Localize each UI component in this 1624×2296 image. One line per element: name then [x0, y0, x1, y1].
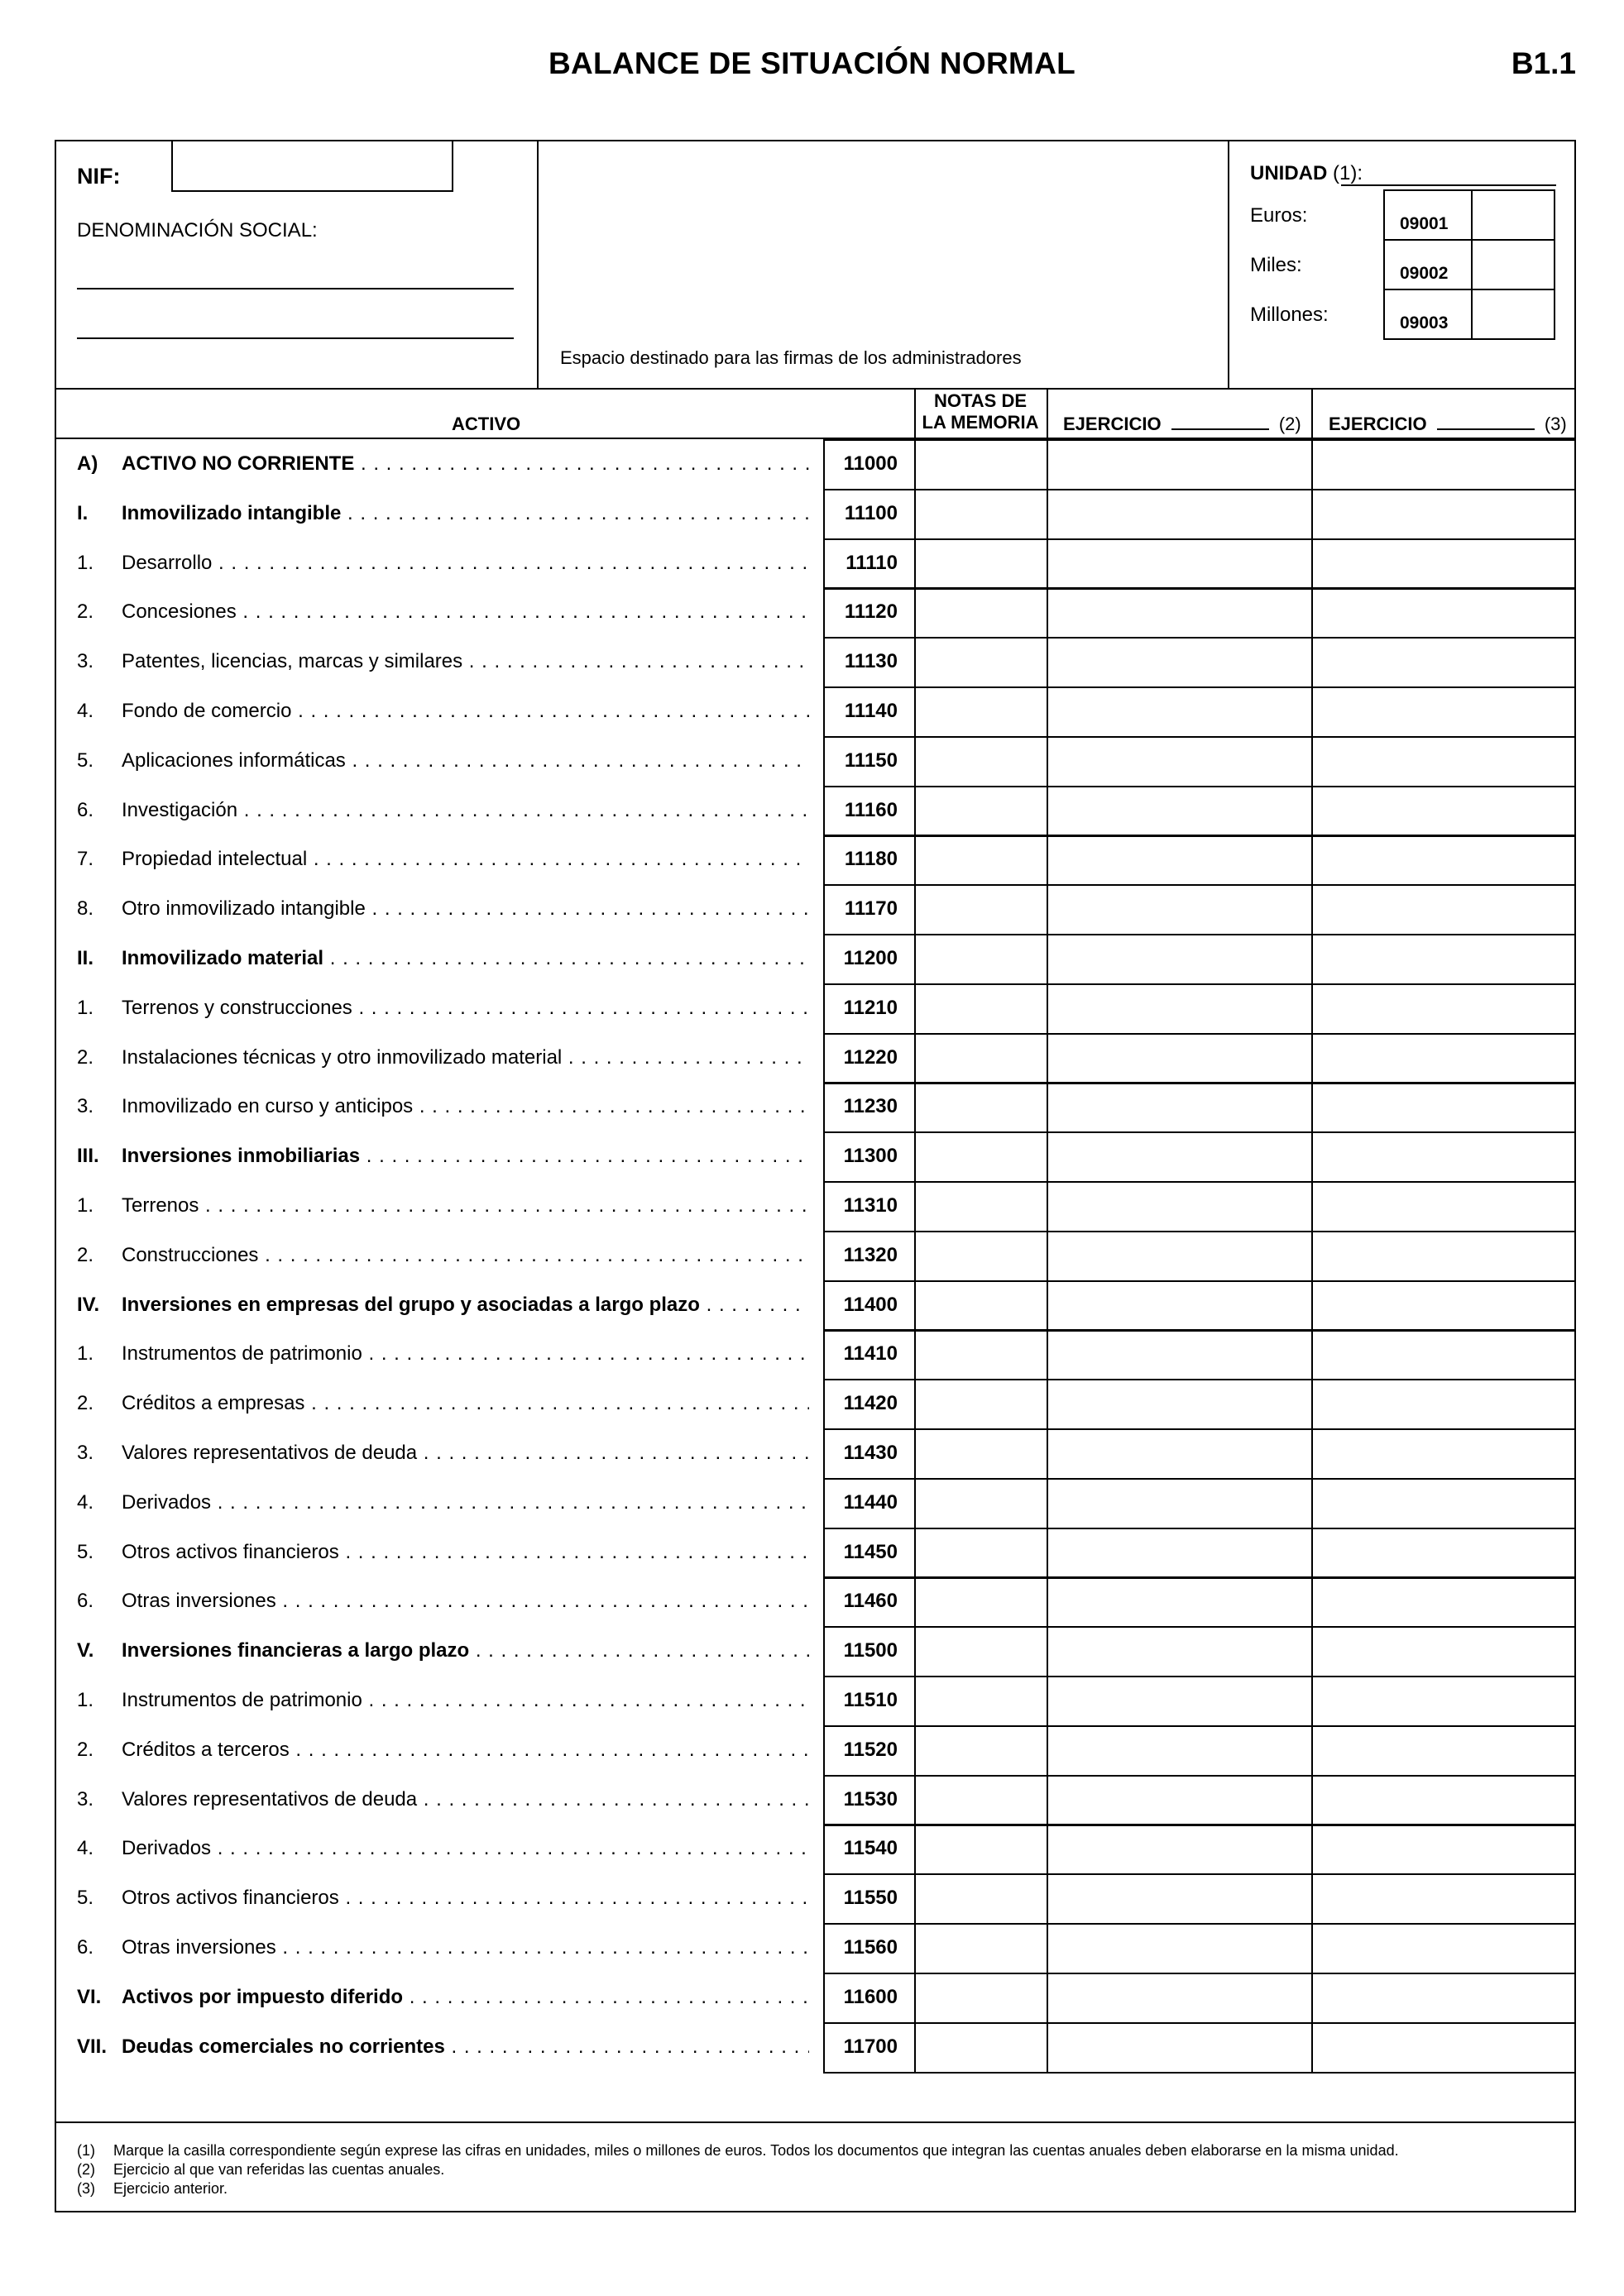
unidad-option-checkbox[interactable]	[1471, 189, 1555, 241]
row-number: 3.	[77, 1788, 94, 1810]
row-number: 1.	[77, 552, 94, 574]
footnote	[77, 2179, 1399, 2198]
unidad-option-checkbox[interactable]	[1471, 239, 1555, 290]
denominacion-label: DENOMINACIÓN SOCIAL:	[77, 219, 318, 242]
row-number: 6.	[77, 1590, 94, 1612]
row-number: 2.	[77, 1046, 94, 1069]
row-label: Construcciones . . .	[122, 1231, 809, 1280]
row-code: 11110	[823, 538, 916, 590]
table-row	[77, 1676, 809, 1725]
row-code: 11170	[823, 884, 916, 935]
footnote	[77, 2160, 1399, 2179]
unidad-option-checkbox[interactable]	[1471, 289, 1555, 340]
table-row	[77, 637, 809, 686]
row-label: Otros activos financieros . . .	[122, 1873, 809, 1923]
ejercicio-anterior-cell[interactable]	[1311, 637, 1576, 688]
unidad-option-code: 09003	[1383, 289, 1473, 340]
table-row	[77, 1181, 809, 1231]
header-divider-left	[537, 140, 539, 389]
ejercicio-anterior-cell[interactable]	[1311, 1873, 1576, 1925]
row-number: 2.	[77, 1739, 94, 1761]
row-label: Investigación . . .	[122, 786, 809, 835]
footnotes	[77, 2141, 1399, 2198]
ejercicio-anterior-cell[interactable]	[1311, 1478, 1576, 1529]
notas-memoria-cell[interactable]	[914, 884, 1048, 935]
ejercicio-actual-cell[interactable]	[1047, 1528, 1313, 1579]
ejercicio-anterior-cell[interactable]	[1311, 439, 1576, 490]
row-label: Concesiones . . .	[122, 587, 809, 637]
row-label: Inversiones en empresas del grupo y asociadas a largo plazo . . .	[122, 1280, 809, 1330]
row-number: 6.	[77, 799, 94, 821]
unidad-note: (1):	[1333, 162, 1363, 184]
unidad-option-label: Euros:	[1250, 204, 1308, 227]
table-row	[77, 835, 809, 884]
notas-memoria-cell[interactable]	[914, 1329, 1048, 1380]
notas-memoria-cell[interactable]	[914, 1478, 1048, 1529]
row-number: 1.	[77, 1689, 94, 1711]
row-number: 2.	[77, 1392, 94, 1414]
row-label: Terrenos . . .	[122, 1181, 809, 1231]
row-label: Instalaciones técnicas y otro inmovilizado material . . .	[122, 1033, 809, 1083]
row-code: 11460	[823, 1576, 916, 1628]
row-label: Inversiones financieras a largo plazo . . .	[122, 1626, 809, 1676]
ejercicio-anterior-cell[interactable]	[1311, 1923, 1576, 1974]
table-row	[77, 1478, 809, 1528]
notas-memoria-cell[interactable]	[914, 2022, 1048, 2074]
row-label: Inmovilizado material . . .	[122, 934, 809, 983]
row-number: 1.	[77, 1342, 94, 1365]
row-code: 11210	[823, 983, 916, 1035]
ejercicio-actual-cell[interactable]	[1047, 538, 1313, 590]
notas-memoria-cell[interactable]	[914, 587, 1048, 639]
notas-memoria-cell[interactable]	[914, 1576, 1048, 1628]
ejercicio-actual-cell[interactable]	[1047, 1379, 1313, 1430]
col-ejercicio-3	[1329, 414, 1567, 435]
ejercicio-2-field[interactable]	[1171, 414, 1269, 430]
row-number: 1.	[77, 1194, 94, 1217]
unidad-option-code: 09002	[1383, 239, 1473, 290]
ejercicio-anterior-cell[interactable]	[1311, 786, 1576, 837]
ejercicio-anterior-cell[interactable]	[1311, 489, 1576, 540]
notas-memoria-cell[interactable]	[914, 686, 1048, 738]
ejercicio-anterior-cell[interactable]	[1311, 835, 1576, 886]
footnote-number: (1)	[77, 2142, 95, 2159]
row-code: 11200	[823, 934, 916, 985]
ejercicio-actual-cell[interactable]	[1047, 884, 1313, 935]
ejercicio-actual-cell[interactable]	[1047, 1626, 1313, 1677]
table-row	[77, 587, 809, 637]
ejercicio-anterior-cell[interactable]	[1311, 1676, 1576, 1727]
row-number: A)	[77, 452, 98, 475]
notas-memoria-cell[interactable]	[914, 1626, 1048, 1677]
notas-memoria-cell[interactable]	[914, 1775, 1048, 1826]
table-row	[77, 2022, 809, 2072]
table-row	[77, 1528, 809, 1577]
form-code: B1.1	[1511, 46, 1576, 80]
footnotes-divider	[55, 2121, 1576, 2123]
table-row	[77, 1428, 809, 1478]
row-label: Inmovilizado en curso y anticipos . . .	[122, 1082, 809, 1131]
notas-memoria-cell[interactable]	[914, 439, 1048, 490]
row-code: 11310	[823, 1181, 916, 1232]
ejercicio-actual-cell[interactable]	[1047, 1478, 1313, 1529]
row-label: Instrumentos de patrimonio . . .	[122, 1329, 809, 1379]
row-label: Valores representativos de deuda . . .	[122, 1428, 809, 1478]
row-label: Otras inversiones . . .	[122, 1576, 809, 1626]
table-row	[77, 1280, 809, 1330]
ejercicio-actual-cell[interactable]	[1047, 1131, 1313, 1183]
table-row	[77, 786, 809, 835]
ejercicio-actual-cell[interactable]	[1047, 1181, 1313, 1232]
ejercicio-actual-cell[interactable]	[1047, 983, 1313, 1035]
row-label: Valores representativos de deuda . . .	[122, 1775, 809, 1825]
ejercicio-actual-cell[interactable]	[1047, 934, 1313, 985]
table-row	[77, 1033, 809, 1083]
nif-input[interactable]	[171, 140, 453, 192]
table-row	[77, 489, 809, 538]
notas-memoria-cell[interactable]	[914, 983, 1048, 1035]
row-code: 11520	[823, 1725, 916, 1777]
table-row	[77, 1082, 809, 1131]
notas-memoria-cell[interactable]	[914, 1379, 1048, 1430]
ejercicio-anterior-cell[interactable]	[1311, 1775, 1576, 1826]
notas-memoria-cell[interactable]	[914, 489, 1048, 540]
ejercicio-anterior-cell[interactable]	[1311, 538, 1576, 590]
notas-memoria-cell[interactable]	[914, 1231, 1048, 1282]
ejercicio-actual-cell[interactable]	[1047, 1428, 1313, 1480]
notas-memoria-cell[interactable]	[914, 736, 1048, 787]
ejercicio-actual-cell[interactable]	[1047, 637, 1313, 688]
row-code: 11160	[823, 786, 916, 837]
notas-memoria-cell[interactable]	[914, 1131, 1048, 1183]
row-label: Créditos a terceros . . .	[122, 1725, 809, 1775]
row-number: 4.	[77, 1837, 94, 1859]
row-number: 6.	[77, 1936, 94, 1959]
col-ejercicio-2	[1063, 414, 1301, 435]
table-row	[77, 538, 809, 588]
notas-memoria-cell[interactable]	[914, 538, 1048, 590]
ejercicio-anterior-cell[interactable]	[1311, 1428, 1576, 1480]
ejercicio-anterior-cell[interactable]	[1311, 1576, 1576, 1628]
table-row	[77, 934, 809, 983]
ejercicio-anterior-cell[interactable]	[1311, 1329, 1576, 1380]
ejercicio-actual-cell[interactable]	[1047, 1923, 1313, 1974]
row-number: 4.	[77, 1491, 94, 1514]
row-number: 3.	[77, 1095, 94, 1117]
col-ejercicio-3-label: EJERCICIO	[1329, 414, 1427, 434]
row-number: 3.	[77, 1442, 94, 1464]
footnote-text: Ejercicio anterior.	[113, 2180, 228, 2197]
row-code: 11510	[823, 1676, 916, 1727]
footnote	[77, 2141, 1399, 2160]
row-number: I.	[77, 502, 89, 524]
ejercicio-anterior-cell[interactable]	[1311, 1033, 1576, 1084]
table-row	[77, 1973, 809, 2022]
row-code: 11600	[823, 1973, 916, 2024]
ejercicio-actual-cell[interactable]	[1047, 835, 1313, 886]
table-row	[77, 1576, 809, 1626]
notas-memoria-cell[interactable]	[914, 1528, 1048, 1579]
row-code: 11500	[823, 1626, 916, 1677]
row-label: Derivados . . .	[122, 1824, 809, 1873]
row-label: Deudas comerciales no corrientes . . .	[122, 2022, 809, 2072]
row-code: 11100	[823, 489, 916, 540]
ejercicio-anterior-cell[interactable]	[1311, 1280, 1576, 1332]
ejercicio-anterior-cell[interactable]	[1311, 686, 1576, 738]
ejercicio-actual-cell[interactable]	[1047, 1873, 1313, 1925]
header-divider-right	[1228, 140, 1229, 389]
ejercicio-anterior-cell[interactable]	[1311, 1131, 1576, 1183]
row-code: 11320	[823, 1231, 916, 1282]
row-label: Terrenos y construcciones . . .	[122, 983, 809, 1033]
row-label: Otras inversiones . . .	[122, 1923, 809, 1973]
notas-memoria-cell[interactable]	[914, 1824, 1048, 1875]
table-row	[77, 1231, 809, 1280]
header-col-divider-3	[1311, 388, 1313, 438]
row-code: 11120	[823, 587, 916, 639]
row-code: 11230	[823, 1082, 916, 1133]
firmas-label: Espacio destinado para las firmas de los administradores	[560, 347, 1022, 368]
row-number: III.	[77, 1145, 99, 1167]
ejercicio-actual-cell[interactable]	[1047, 1033, 1313, 1084]
ejercicio-anterior-cell[interactable]	[1311, 736, 1576, 787]
ejercicio-anterior-cell[interactable]	[1311, 1824, 1576, 1875]
header-col-divider-2	[1047, 388, 1048, 438]
row-label: Aplicaciones informáticas . . .	[122, 736, 809, 786]
row-number: IV.	[77, 1294, 100, 1316]
row-number: 4.	[77, 700, 94, 722]
row-code: 11440	[823, 1478, 916, 1529]
table-row	[77, 1329, 809, 1379]
notas-memoria-cell[interactable]	[914, 1181, 1048, 1232]
notas-memoria-cell[interactable]	[914, 1923, 1048, 1974]
table-row	[77, 1873, 809, 1923]
table-row	[77, 1923, 809, 1973]
row-number: V.	[77, 1639, 94, 1662]
row-number: 5.	[77, 1887, 94, 1909]
row-number: 1.	[77, 997, 94, 1019]
row-code: 11140	[823, 686, 916, 738]
ejercicio-actual-cell[interactable]	[1047, 1973, 1313, 2024]
ejercicio-anterior-cell[interactable]	[1311, 1973, 1576, 2024]
row-code: 11000	[823, 439, 916, 490]
row-label: ACTIVO NO CORRIENTE . . .	[122, 439, 809, 489]
ejercicio-3-field[interactable]	[1437, 414, 1535, 430]
row-code: 11550	[823, 1873, 916, 1925]
col-notas-line-1: NOTAS DE	[933, 390, 1028, 411]
row-code: 11220	[823, 1033, 916, 1084]
ejercicio-anterior-cell[interactable]	[1311, 934, 1576, 985]
ejercicio-actual-cell[interactable]	[1047, 2022, 1313, 2074]
row-number: 5.	[77, 1541, 94, 1563]
table-row	[77, 1824, 809, 1873]
row-number: 8.	[77, 897, 94, 920]
table-row	[77, 686, 809, 736]
notas-memoria-cell[interactable]	[914, 1873, 1048, 1925]
col-notas-line-2: LA MEMORIA	[922, 412, 1039, 433]
row-code: 11400	[823, 1280, 916, 1332]
row-code: 11700	[823, 2022, 916, 2074]
notas-memoria-cell[interactable]	[914, 1033, 1048, 1084]
ejercicio-anterior-cell[interactable]	[1311, 1379, 1576, 1430]
row-code: 11300	[823, 1131, 916, 1183]
notas-memoria-cell[interactable]	[914, 637, 1048, 688]
footnote-text: Ejercicio al que van referidas las cuentas anuales.	[113, 2161, 445, 2178]
col-notas	[914, 390, 1047, 433]
row-number: 5.	[77, 749, 94, 772]
ejercicio-anterior-cell[interactable]	[1311, 884, 1576, 935]
table-row	[77, 439, 809, 489]
table-row	[77, 1626, 809, 1676]
ejercicio-actual-cell[interactable]	[1047, 489, 1313, 540]
ejercicio-actual-cell[interactable]	[1047, 1329, 1313, 1380]
table-row	[77, 1379, 809, 1428]
col-ejercicio-2-note: (2)	[1278, 414, 1301, 434]
row-label: Otro inmovilizado intangible . . .	[122, 884, 809, 934]
row-number: 3.	[77, 650, 94, 672]
row-label: Activos por impuesto diferido . . .	[122, 1973, 809, 2022]
col-activo: ACTIVO	[452, 414, 521, 434]
table-row	[77, 983, 809, 1033]
row-number: II.	[77, 947, 94, 969]
row-label: Créditos a empresas . . .	[122, 1379, 809, 1428]
nif-label: NIF:	[77, 164, 121, 189]
table-row	[77, 1131, 809, 1181]
ejercicio-actual-cell[interactable]	[1047, 1775, 1313, 1826]
notas-memoria-cell[interactable]	[914, 934, 1048, 985]
ejercicio-actual-cell[interactable]	[1047, 1676, 1313, 1727]
row-label: Propiedad intelectual . . .	[122, 835, 809, 884]
ejercicio-anterior-cell[interactable]	[1311, 1181, 1576, 1232]
row-number: 2.	[77, 600, 94, 623]
unidad-title: UNIDAD	[1250, 162, 1328, 184]
row-number: VII.	[77, 2035, 108, 2058]
row-code: 11150	[823, 736, 916, 787]
unidad-underline	[1341, 184, 1556, 186]
ejercicio-actual-cell[interactable]	[1047, 1725, 1313, 1777]
footnote-number: (2)	[77, 2161, 95, 2178]
row-code: 11560	[823, 1923, 916, 1974]
row-number: 7.	[77, 848, 94, 870]
row-code: 11530	[823, 1775, 916, 1826]
notas-memoria-cell[interactable]	[914, 786, 1048, 837]
row-label: Fondo de comercio . . .	[122, 686, 809, 736]
row-code: 11430	[823, 1428, 916, 1480]
unidad-option-label: Miles:	[1250, 254, 1302, 276]
unidad-option-code: 09001	[1383, 189, 1473, 241]
ejercicio-anterior-cell[interactable]	[1311, 587, 1576, 639]
notas-memoria-cell[interactable]	[914, 1725, 1048, 1777]
ejercicio-actual-cell[interactable]	[1047, 686, 1313, 738]
notas-memoria-cell[interactable]	[914, 1973, 1048, 2024]
notas-memoria-cell[interactable]	[914, 1082, 1048, 1133]
ejercicio-anterior-cell[interactable]	[1311, 983, 1576, 1035]
notas-memoria-cell[interactable]	[914, 835, 1048, 886]
ejercicio-anterior-cell[interactable]	[1311, 1528, 1576, 1579]
footnote-text: Marque la casilla correspondiente según exprese las cifras en unidades, miles o millones de euros. Todos los documentos que integran las cuentas anuales deben elaborarse en la misma unidad.	[113, 2142, 1399, 2159]
ejercicio-actual-cell[interactable]	[1047, 1231, 1313, 1282]
row-code: 11410	[823, 1329, 916, 1380]
denominacion-line-2[interactable]	[77, 337, 514, 339]
footnote-number: (3)	[77, 2180, 95, 2197]
row-code: 11130	[823, 637, 916, 688]
table-row	[77, 1725, 809, 1775]
row-code: 11540	[823, 1824, 916, 1875]
row-number: VI.	[77, 1986, 102, 2008]
ejercicio-actual-cell[interactable]	[1047, 736, 1313, 787]
ejercicio-actual-cell[interactable]	[1047, 786, 1313, 837]
notas-memoria-cell[interactable]	[914, 1428, 1048, 1480]
ejercicio-actual-cell[interactable]	[1047, 1824, 1313, 1875]
header-bottom-line	[55, 388, 1576, 390]
ejercicio-anterior-cell[interactable]	[1311, 1082, 1576, 1133]
ejercicio-actual-cell[interactable]	[1047, 1082, 1313, 1133]
unidad-option-label: Millones:	[1250, 304, 1329, 326]
row-label: Inversiones inmobiliarias . . .	[122, 1131, 809, 1181]
row-label: Inmovilizado intangible . . .	[122, 489, 809, 538]
ejercicio-actual-cell[interactable]	[1047, 1280, 1313, 1332]
table-row	[77, 884, 809, 934]
ejercicio-anterior-cell[interactable]	[1311, 1626, 1576, 1677]
notas-memoria-cell[interactable]	[914, 1676, 1048, 1727]
row-code: 11180	[823, 835, 916, 886]
row-label: Desarrollo . . .	[122, 538, 809, 588]
ejercicio-actual-cell[interactable]	[1047, 587, 1313, 639]
page-title: BALANCE DE SITUACIÓN NORMAL	[548, 46, 1076, 80]
table-row	[77, 736, 809, 786]
row-label: Otros activos financieros . . .	[122, 1528, 809, 1577]
row-code: 11420	[823, 1379, 916, 1430]
ejercicio-anterior-cell[interactable]	[1311, 2022, 1576, 2074]
unidad-label	[1250, 162, 1363, 185]
ejercicio-anterior-cell[interactable]	[1311, 1725, 1576, 1777]
row-number: 2.	[77, 1244, 94, 1266]
ejercicio-actual-cell[interactable]	[1047, 439, 1313, 490]
ejercicio-actual-cell[interactable]	[1047, 1576, 1313, 1628]
denominacion-line-1[interactable]	[77, 288, 514, 289]
row-label: Patentes, licencias, marcas y similares . . .	[122, 637, 809, 686]
row-label: Instrumentos de patrimonio . . .	[122, 1676, 809, 1725]
notas-memoria-cell[interactable]	[914, 1280, 1048, 1332]
table-row	[77, 1775, 809, 1825]
col-ejercicio-3-note: (3)	[1544, 414, 1567, 434]
col-ejercicio-2-label: EJERCICIO	[1063, 414, 1162, 434]
row-label: Derivados . . .	[122, 1478, 809, 1528]
ejercicio-anterior-cell[interactable]	[1311, 1231, 1576, 1282]
row-code: 11450	[823, 1528, 916, 1579]
